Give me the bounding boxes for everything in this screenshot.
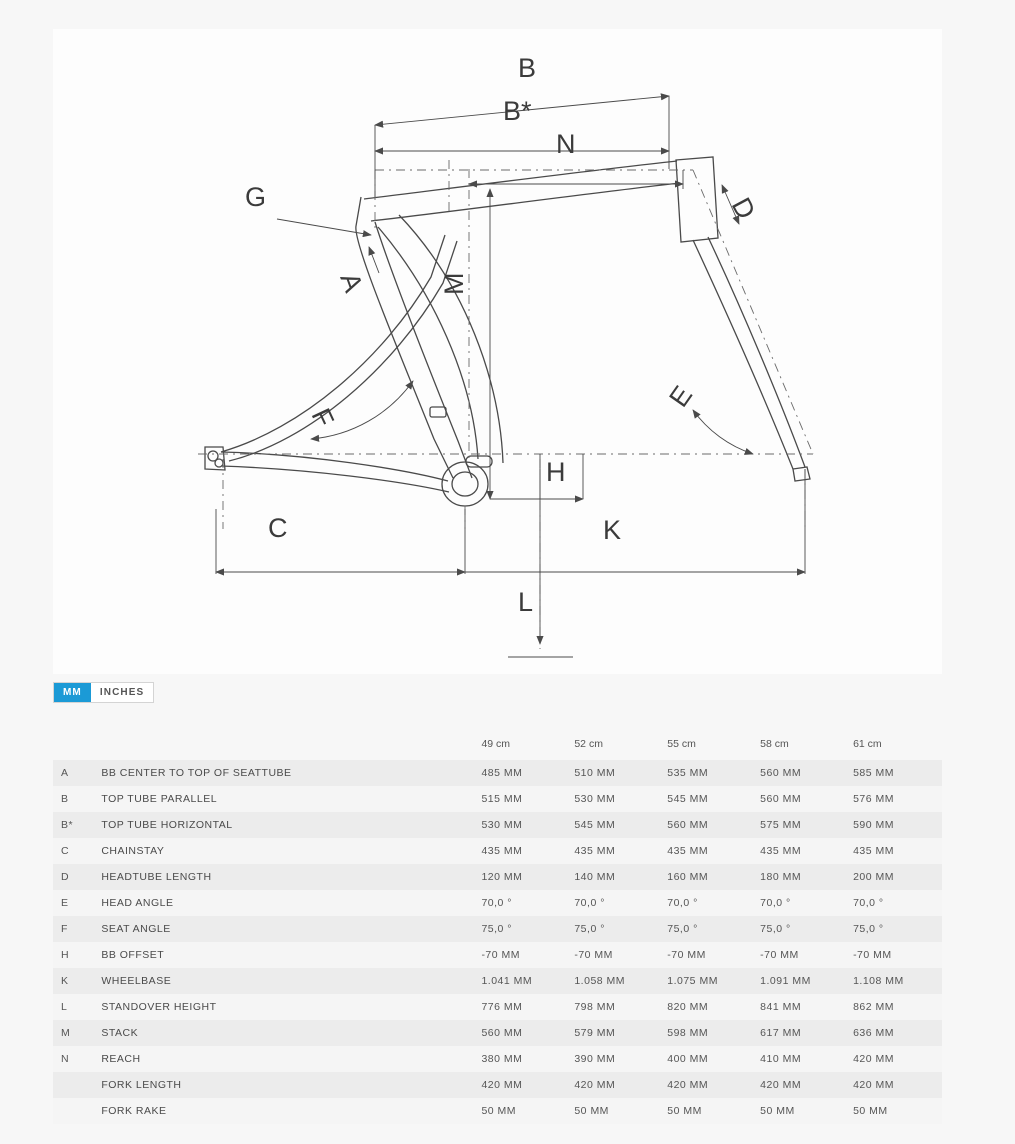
row-value-52cm: 435 MM bbox=[574, 845, 616, 857]
row-key: N bbox=[61, 1053, 70, 1065]
row-value-49cm: 1.041 MM bbox=[481, 975, 533, 987]
row-value-55cm: 160 MM bbox=[667, 871, 709, 883]
row-key: B bbox=[61, 793, 69, 805]
table-header-row bbox=[53, 730, 942, 760]
row-value-58cm: 435 MM bbox=[760, 845, 802, 857]
row-value-61cm: 862 MM bbox=[853, 1001, 894, 1013]
row-value-49cm: 515 MM bbox=[481, 793, 523, 805]
construction-lines bbox=[198, 160, 813, 649]
row-label: CHAINSTAY bbox=[101, 845, 165, 857]
row-value-52cm: 530 MM bbox=[574, 793, 616, 805]
row-label: HEAD ANGLE bbox=[101, 897, 174, 909]
row-value-55cm: 70,0 ° bbox=[667, 897, 698, 909]
row-value-55cm: 420 MM bbox=[667, 1079, 709, 1091]
row-value-58cm: 75,0 ° bbox=[760, 923, 791, 935]
dim-label-D: D bbox=[725, 192, 762, 225]
row-value-52cm: 798 MM bbox=[574, 1001, 616, 1013]
dim-label-K: K bbox=[603, 515, 622, 545]
column-header-49cm: 49 cm bbox=[481, 738, 511, 750]
column-header-58cm: 58 cm bbox=[760, 738, 789, 750]
row-label: REACH bbox=[101, 1053, 141, 1065]
row-value-52cm: 390 MM bbox=[574, 1053, 616, 1065]
row-key: K bbox=[61, 975, 69, 987]
row-value-58cm: 617 MM bbox=[760, 1027, 802, 1039]
dim-label-A: A bbox=[334, 268, 369, 296]
row-value-52cm: 1.058 MM bbox=[574, 975, 626, 987]
row-value-55cm: 75,0 ° bbox=[667, 923, 698, 935]
row-value-61cm: 576 MM bbox=[853, 793, 894, 805]
row-value-49cm: 70,0 ° bbox=[481, 897, 512, 909]
row-label: FORK LENGTH bbox=[101, 1079, 182, 1091]
row-value-52cm: 50 MM bbox=[574, 1105, 609, 1117]
row-value-58cm: 420 MM bbox=[760, 1079, 802, 1091]
row-value-55cm: 820 MM bbox=[667, 1001, 709, 1013]
row-key: H bbox=[61, 949, 70, 961]
row-value-52cm: 579 MM bbox=[574, 1027, 616, 1039]
row-value-61cm: 50 MM bbox=[853, 1105, 888, 1117]
row-value-52cm: 510 MM bbox=[574, 767, 616, 779]
unit-toggle[interactable] bbox=[53, 682, 154, 703]
row-value-61cm: 1.108 MM bbox=[853, 975, 904, 987]
unit-toggle-mm[interactable]: MM bbox=[54, 683, 91, 702]
row-value-61cm: 585 MM bbox=[853, 767, 894, 779]
dim-label-F: F bbox=[305, 403, 340, 432]
row-key: L bbox=[61, 1001, 68, 1013]
row-label: TOP TUBE PARALLEL bbox=[101, 793, 218, 805]
unit-toggle-inches[interactable]: INCHES bbox=[91, 683, 153, 702]
row-value-55cm: 50 MM bbox=[667, 1105, 702, 1117]
table-row bbox=[53, 890, 942, 916]
row-value-49cm: 530 MM bbox=[481, 819, 523, 831]
row-key: B* bbox=[61, 819, 74, 831]
row-value-61cm: 636 MM bbox=[853, 1027, 894, 1039]
row-value-58cm: 50 MM bbox=[760, 1105, 795, 1117]
row-value-61cm: -70 MM bbox=[853, 949, 892, 961]
row-key bbox=[53, 1098, 97, 1124]
column-header-label bbox=[97, 730, 477, 760]
row-value-49cm: 560 MM bbox=[481, 1027, 523, 1039]
row-value-49cm: 120 MM bbox=[481, 871, 523, 883]
row-value-58cm: 70,0 ° bbox=[760, 897, 791, 909]
row-value-55cm: 560 MM bbox=[667, 819, 709, 831]
row-value-58cm: 841 MM bbox=[760, 1001, 802, 1013]
row-label: SEAT ANGLE bbox=[101, 923, 171, 935]
row-value-52cm: 420 MM bbox=[574, 1079, 616, 1091]
row-label: BB CENTER TO TOP OF SEATTUBE bbox=[101, 767, 292, 779]
dim-label-C: C bbox=[268, 513, 288, 543]
row-value-61cm: 70,0 ° bbox=[853, 897, 884, 909]
row-value-58cm: -70 MM bbox=[760, 949, 799, 961]
table-row bbox=[53, 1098, 942, 1124]
row-key: D bbox=[61, 871, 70, 883]
row-value-55cm: 400 MM bbox=[667, 1053, 709, 1065]
row-value-55cm: 598 MM bbox=[667, 1027, 709, 1039]
table-row bbox=[53, 916, 942, 942]
column-header-55cm: 55 cm bbox=[667, 738, 696, 750]
row-value-55cm: 535 MM bbox=[667, 767, 709, 779]
row-value-55cm: 545 MM bbox=[667, 793, 709, 805]
dim-label-H: H bbox=[546, 457, 566, 487]
row-label: BB OFFSET bbox=[101, 949, 165, 961]
geometry-table bbox=[53, 730, 942, 1124]
table-row bbox=[53, 812, 942, 838]
row-value-49cm: -70 MM bbox=[481, 949, 521, 961]
row-value-52cm: 75,0 ° bbox=[574, 923, 605, 935]
dim-label-E: E bbox=[663, 380, 699, 413]
row-value-58cm: 180 MM bbox=[760, 871, 802, 883]
row-label: TOP TUBE HORIZONTAL bbox=[101, 819, 233, 831]
dim-label-N: N bbox=[556, 129, 576, 159]
row-value-58cm: 575 MM bbox=[760, 819, 802, 831]
row-value-49cm: 420 MM bbox=[481, 1079, 523, 1091]
table-row bbox=[53, 1020, 942, 1046]
row-value-52cm: 140 MM bbox=[574, 871, 616, 883]
row-value-55cm: 1.075 MM bbox=[667, 975, 718, 987]
row-value-49cm: 75,0 ° bbox=[481, 923, 512, 935]
row-label: STANDOVER HEIGHT bbox=[101, 1001, 217, 1013]
row-value-52cm: -70 MM bbox=[574, 949, 613, 961]
row-label: FORK RAKE bbox=[101, 1105, 167, 1117]
column-header-61cm: 61 cm bbox=[853, 738, 882, 750]
table-row bbox=[53, 786, 942, 812]
row-label: HEADTUBE LENGTH bbox=[101, 871, 212, 883]
row-key bbox=[53, 1072, 97, 1098]
row-key: M bbox=[61, 1027, 71, 1039]
row-value-61cm: 420 MM bbox=[853, 1053, 894, 1065]
dim-label-G: G bbox=[245, 182, 267, 212]
row-key: E bbox=[61, 897, 69, 909]
row-key: C bbox=[61, 845, 70, 857]
row-value-58cm: 1.091 MM bbox=[760, 975, 811, 987]
table-row bbox=[53, 968, 942, 994]
row-label: STACK bbox=[101, 1027, 139, 1039]
geometry-table-head bbox=[53, 730, 942, 760]
row-key: F bbox=[61, 923, 68, 935]
table-row bbox=[53, 1072, 942, 1098]
row-value-49cm: 435 MM bbox=[481, 845, 523, 857]
table-row bbox=[53, 994, 942, 1020]
row-value-58cm: 560 MM bbox=[760, 793, 802, 805]
row-value-58cm: 560 MM bbox=[760, 767, 802, 779]
dim-label-M: M bbox=[439, 272, 469, 295]
frame-geometry-diagram bbox=[53, 29, 942, 674]
row-value-61cm: 420 MM bbox=[853, 1079, 894, 1091]
column-header-key bbox=[53, 730, 97, 760]
table-row bbox=[53, 760, 942, 786]
row-value-61cm: 435 MM bbox=[853, 845, 894, 857]
row-key: A bbox=[61, 767, 69, 779]
row-value-52cm: 545 MM bbox=[574, 819, 616, 831]
row-value-49cm: 380 MM bbox=[481, 1053, 523, 1065]
row-value-55cm: -70 MM bbox=[667, 949, 706, 961]
dim-label-L: L bbox=[518, 587, 534, 617]
row-value-55cm: 435 MM bbox=[667, 845, 709, 857]
row-label: WHEELBASE bbox=[101, 975, 172, 987]
column-header-52cm: 52 cm bbox=[574, 738, 603, 750]
row-value-61cm: 590 MM bbox=[853, 819, 894, 831]
row-value-52cm: 70,0 ° bbox=[574, 897, 605, 909]
row-value-49cm: 50 MM bbox=[481, 1105, 517, 1117]
dim-label-Bstar: B* bbox=[503, 96, 532, 126]
row-value-49cm: 776 MM bbox=[481, 1001, 523, 1013]
table-row bbox=[53, 838, 942, 864]
row-value-49cm: 485 MM bbox=[481, 767, 523, 779]
dim-label-B: B bbox=[518, 53, 537, 83]
row-value-61cm: 75,0 ° bbox=[853, 923, 884, 935]
table-row bbox=[53, 942, 942, 968]
row-value-58cm: 410 MM bbox=[760, 1053, 802, 1065]
geometry-table-body bbox=[53, 760, 942, 1124]
table-row bbox=[53, 864, 942, 890]
table-row bbox=[53, 1046, 942, 1072]
row-value-61cm: 200 MM bbox=[853, 871, 894, 883]
